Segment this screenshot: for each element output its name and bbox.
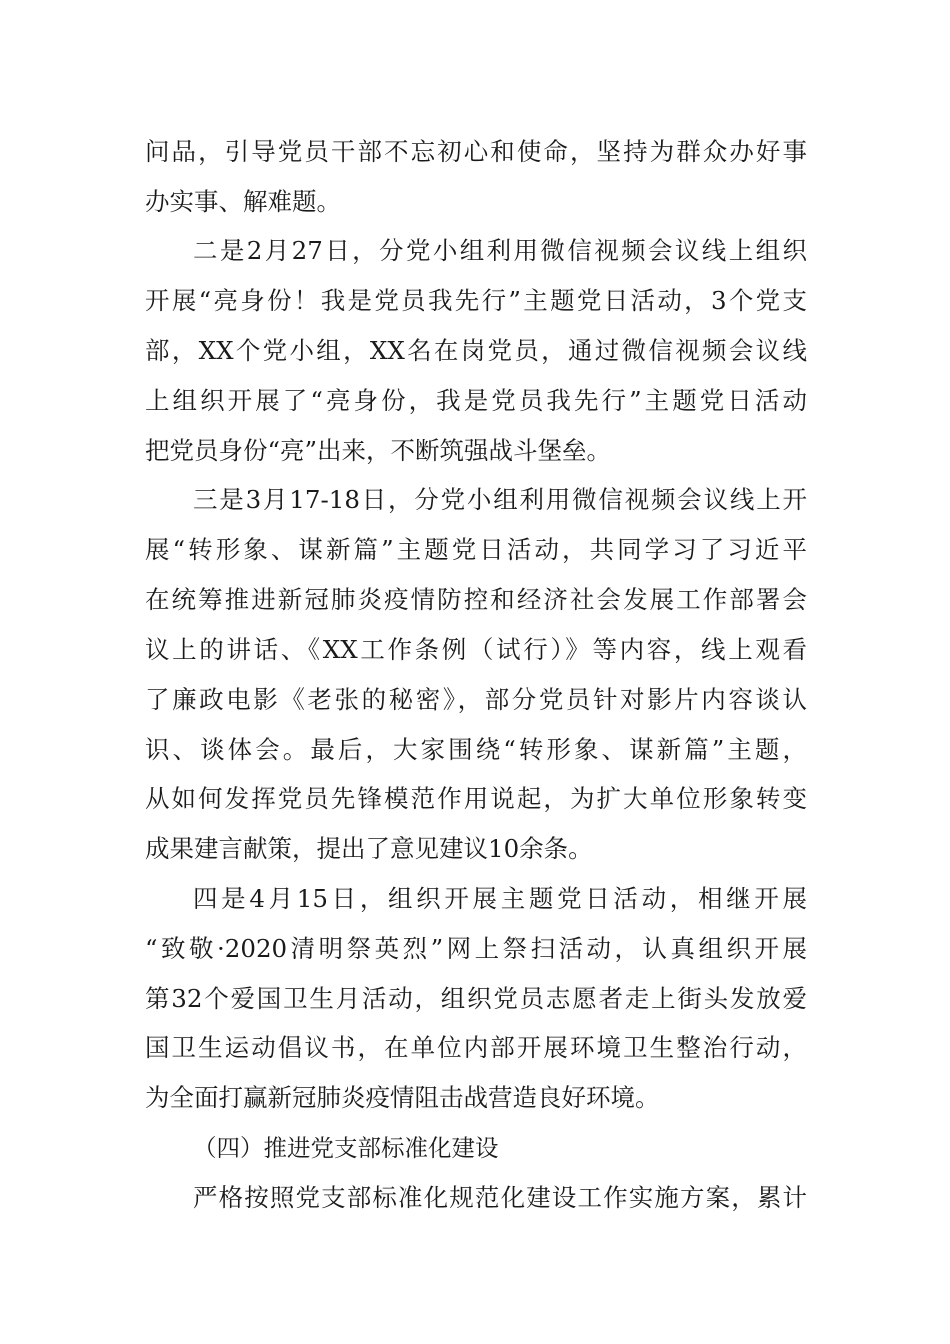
paragraph-first-line: 严格按照党支部标准化规范化建设工作实施方案，累计 (193, 1183, 807, 1212)
paragraph-line: 识、谈体会。最后，大家围绕“转形象、谋新篇”主题， (145, 735, 807, 764)
paragraph-line: 为全面打赢新冠肺炎疫情阻击战营造良好环境。 (145, 1083, 660, 1112)
paragraph-line: 从如何发挥党员先锋模范作用说起，为扩大单位形象转变 (145, 784, 807, 813)
paragraph-line: 了廉政电影《老张的秘密》，部分党员针对影片内容谈认 (145, 685, 807, 714)
paragraph-line: 开展“亮身份！我是党员我先行”主题党日活动，3个党支 (145, 286, 807, 315)
paragraph-line: 部，XX个党小组，XX名在岗党员，通过微信视频会议线 (145, 336, 807, 365)
section-heading: （四）推进党支部标准化建设 (193, 1134, 499, 1162)
paragraph-line: 在统筹推进新冠肺炎疫情防控和经济社会发展工作部署会 (145, 585, 807, 614)
paragraph-line: 展“转形象、谋新篇”主题党日活动，共同学习了习近平 (145, 535, 807, 564)
paragraph-first-line: 二是2月27日，分党小组利用微信视频会议线上组织 (193, 236, 807, 265)
paragraph-line: 上组织开展了“亮身份，我是党员我先行”主题党日活动 (145, 386, 807, 415)
paragraph-line: 议上的讲话、《XX工作条例（试行）》等内容，线上观看 (145, 635, 807, 664)
paragraph-line: 第32个爱国卫生月活动，组织党员志愿者走上街头发放爱 (145, 984, 807, 1013)
paragraph-line: 问品，引导党员干部不忘初心和使命，坚持为群众办好事 (145, 137, 807, 166)
paragraph-line: 成果建言献策，提出了意见建议10余条。 (145, 834, 593, 863)
paragraph-line: “致敬·2020清明祭英烈”网上祭扫活动，认真组织开展 (145, 934, 807, 963)
paragraph-line: 国卫生运动倡议书，在单位内部开展环境卫生整治行动， (145, 1033, 807, 1062)
paragraph-first-line: 四是4月15日，组织开展主题党日活动，相继开展 (193, 884, 807, 913)
paragraph-line: 办实事、解难题。 (145, 187, 341, 216)
paragraph-first-line: 三是3月17-18日，分党小组利用微信视频会议线上开 (193, 485, 807, 514)
paragraph-line: 把党员身份“亮”出来，不断筑强战斗堡垒。 (145, 436, 612, 465)
